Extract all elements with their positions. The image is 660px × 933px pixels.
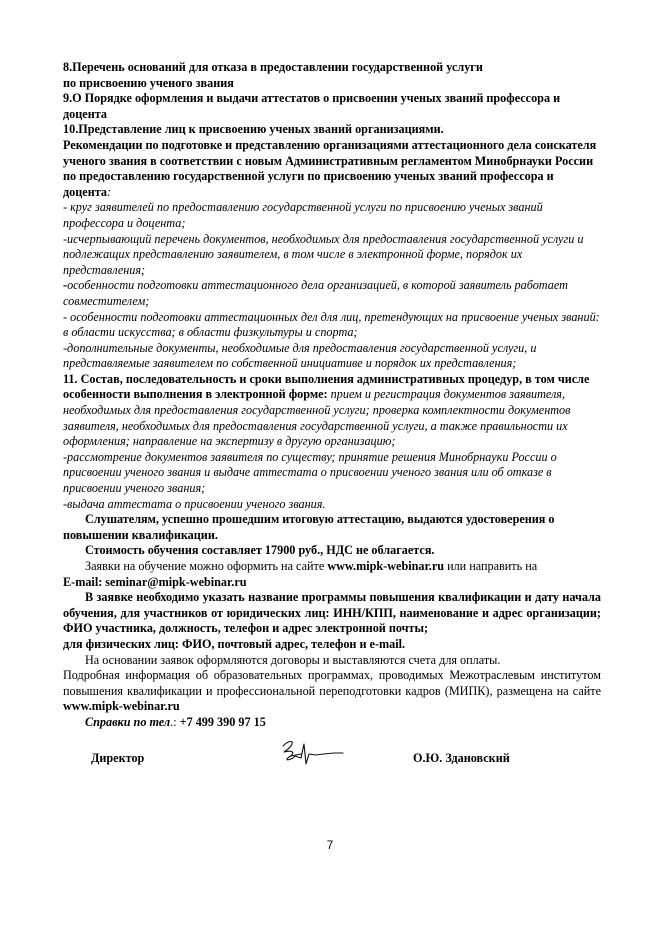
individuals-info: для физических лиц: ФИО, почтовый адрес, телефон и e-mail. (63, 636, 406, 651)
section-11-text: прием и регистрация документов заявителя, необходимых для предоставления государственной услуги; проверка комплектности документов заявителя, необходимых для предоставления государственной услуги, а также правильности их оформления; направление на экспертизу в другую организацию; (63, 387, 571, 449)
section-11-heading: 11. Состав, последовательность и сроки выполнения административных процедур, в том числе особенности выполнения в электронной форме: (63, 371, 590, 402)
phone-sep: .: (170, 714, 180, 729)
item-3-dash: - (63, 278, 68, 293)
more-info-text: Подробная информация об образовательных программах, проводимых Межотраслевым институтом повышения квалификации и профессиональной переподготовки кадров (МИПК), размещена на сайте (63, 668, 601, 698)
request-info: В заявке необходимо указать название программы повышения квалификации и дату начала обучения, для участников от юридических лиц: ИНН/КПП, наименование и адрес организации; ФИО участника, должность, телефон и адрес электронной почты; (63, 590, 601, 636)
section-10-intro (63, 138, 601, 200)
section-10-item-3 (63, 278, 601, 309)
document-body (63, 60, 601, 731)
section-10-item-1: - круг заявителей по предоставлению государственной услуги по присвоению ученых званий профессора и доцента; (63, 200, 543, 230)
section-10-item-4: - особенности подготовки аттестационных дел для лиц, претендующих на присвоение ученых званий: в области искусства; в области физкультуры и спорта; (63, 309, 600, 340)
section-8-line-1: 8.Перечень оснований для отказа в предоставлении государственной услуги (63, 60, 483, 74)
section-8-line-2: по присвоению ученого звания (63, 75, 234, 90)
section-10-item-2: -исчерпывающий перечень документов, необходимых для предоставления государственной услуги и подлежащих представлению заявителем, в том числе в электронной форме, порядок их представления; (63, 231, 584, 277)
section-10-intro-text: Рекомендации по подготовке и представлению организациями аттестационного дела соискателя ученого звания в соответствии с новым Административным регламентом Минобрнауки России по предоставлению государственной услуги по присвоению ученых званий профессора и доцента (63, 137, 597, 199)
apply-suffix: или направить на (444, 559, 538, 573)
section-9: 9.О Порядке оформления и выдачи аттестатов о присвоении ученых званий профессора и доцента (63, 91, 561, 121)
signature-block (0, 748, 660, 768)
phone-label: Справки по тел (85, 714, 171, 729)
signer-title: Директор (91, 751, 145, 765)
phone-number: +7 499 390 97 15 (179, 714, 266, 729)
section-10-item-5: -дополнительные документы, необходимые для предоставления государственной услуги, и представляемые заявителем по собственной инициативе и порядок их представления; (63, 340, 537, 371)
certificate-note: Слушателям, успешно прошедшим итоговую аттестацию, выдаются удостоверения о повышении квалификации. (63, 512, 555, 542)
signer-name: О.Ю. Здановский (413, 751, 510, 765)
section-11-item-2: -выдача аттестата о присвоении ученого звания. (63, 496, 326, 511)
handwritten-signature (279, 734, 349, 770)
contracts-note: На основании заявок оформляются договоры и выставляются счета для оплаты. (85, 652, 501, 667)
apply-line (63, 559, 601, 575)
section-11-item-1: -рассмотрение документов заявителя по существу; принятие решения Минобрнауки России о присвоении ученого звания и выдаче аттестата о присвоении ученого звания или об отказе в присвоении ученого звания; (63, 449, 557, 496)
phone-line (63, 715, 601, 731)
more-info (63, 668, 601, 715)
section-10-heading: 10.Представление лиц к присвоению ученых званий организациями. (63, 122, 444, 137)
section-11 (63, 372, 601, 450)
page-number: 7 (326, 838, 334, 852)
apply-site-link[interactable]: www.mipk-webinar.ru (327, 559, 445, 573)
section-10-intro-colon: : (106, 184, 112, 199)
more-info-site-link[interactable]: www.mipk-webinar.ru (63, 699, 180, 714)
cost-line: Стоимость обучения составляет 17900 руб., НДС не облагается. (85, 543, 435, 558)
item-3-text: особенности подготовки аттестационного дела организацией, в которой заявитель работает совместителем; (63, 278, 568, 308)
email-line[interactable]: E-mail: seminar@mipk-webinar.ru (63, 574, 247, 589)
apply-prefix: Заявки на обучение можно оформить на сайте (85, 559, 328, 573)
